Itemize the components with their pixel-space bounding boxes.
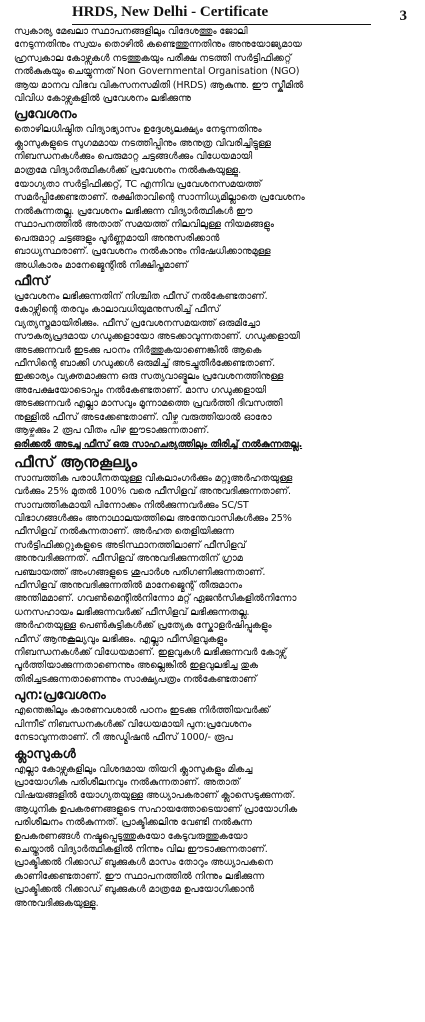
section-heading-fees: ഫീസ് bbox=[14, 273, 50, 289]
section-heading-classes: ക്ലാസുകൾ bbox=[14, 746, 76, 762]
text-line: യോഗ്യതാ സർട്ടിഫിക്കറ്റ്, TC എന്നിവ പ്രവേശനസമയത്ത് bbox=[14, 179, 262, 191]
text-line: നേടാവുന്നതാണ്. റീ അഡ്മിഷൻ ഫീസ് 1000/- രൂപ bbox=[14, 732, 233, 744]
text-line: നുള്ളിൽ ഫീസ് അടക്കേണ്ടതാണ്. വീഴ്ച വരുത്തിയാൽ ഓരോ bbox=[14, 411, 272, 423]
text-line: നിബന്ധനകൾക്ക് വിധേയമാണ്. ഇളവുകൾ ലഭിക്കുന്നവർ കോഴ്സ് bbox=[14, 647, 287, 659]
text-line: വ്യത്യസ്തമായിരിക്കും. ഫീസ് പ്രവേശനസമയത്ത് ഒരുമിച്ചോ bbox=[14, 317, 261, 329]
text-line: ആധുനിക ഉപകരണങ്ങളുടെ സഹായത്തോടെയാണ് പ്രായോഗിക bbox=[14, 803, 298, 815]
underlined-note: ഒരിക്കൽ അടച്ച ഫീസ് ഒരു സാഹചര്യത്തിലും തിരിച്ച് നൽകുന്നതല്ല. bbox=[14, 439, 303, 451]
text-line: അടക്കുന്നവർ ഇടക്കു പഠനം നിർത്തുകയാണെങ്കിൽ ആകെ bbox=[14, 344, 262, 356]
readmission-paragraph bbox=[14, 704, 415, 744]
admission-paragraph-1 bbox=[14, 123, 415, 177]
text-line: കാണിക്കേണ്ടതാണ്. ഈ സ്ഥാപനത്തിൽ നിന്നും ലഭിക്കുന്ന bbox=[14, 870, 265, 882]
intro-line: നൽകുകയും ചെയ്യുന്നത് Non Governmental Organisation (NGO) bbox=[14, 66, 300, 78]
text-line: പ്രായോഗിക പരിശീലനവും നൽകുന്നതാണ്. അതാത് bbox=[14, 776, 240, 788]
intro-line: ഹ്രസ്വകാല കോഴ്സുകൾ നടത്തുകയും പരീക്ഷ നടത്തി സർട്ടിഫിക്കറ്റ് bbox=[14, 52, 292, 64]
text-line: പ്രാക്ടിക്കൽ റിക്കാഡ് ബുക്കുകൾ മാത്രമേ ഉപയോഗിക്കാൻ bbox=[14, 884, 254, 896]
text-line: സാമ്പത്തികമായി പിന്നോക്കം നിൽക്കുന്നവർക്കും SC/ST bbox=[14, 499, 249, 511]
text-line: പ്രവേശനം ലഭിക്കുന്നതിന് നിശ്ചിത ഫീസ് നൽകേണ്ടതാണ്. bbox=[14, 290, 268, 302]
text-line: അനുവദിക്കുകയുള്ളൂ. bbox=[14, 897, 99, 909]
text-line: കോഴ്സിന്റെ തരവും കാലാവധിയുമനുസരിച്ച് ഫീസ് bbox=[14, 304, 220, 316]
text-line: അധികാരം മാനേജ്മെന്റിൽ നിക്ഷിപ്തമാണ് bbox=[14, 259, 188, 271]
fees-paragraph bbox=[14, 290, 415, 437]
text-line: എന്തെങ്കിലും കാരണവശാൽ പഠനം ഇടക്കു നിർത്തിയവർക്ക് bbox=[14, 705, 270, 717]
text-line: പഞ്ചായത്ത് അംഗങ്ങളുടെ ശുപാർശ പരിഗണിക്കുന്നതാണ്. bbox=[14, 566, 266, 578]
text-line: അപേക്ഷയോടൊപ്പം നൽകേണ്ടതാണ്. മാസ ഗഡുക്കളായി bbox=[14, 384, 266, 396]
text-line: അനുവദിക്കുന്നത്. ഫീസിളവ് അനുവദിക്കുന്നതിന് ഗ്രാമ bbox=[14, 553, 243, 565]
text-line: ഫീസിന്റെ ബാക്കി ഗഡുക്കൾ ഒരുമിച്ച് അടച്ചുതീർക്കേണ്ടതാണ്. bbox=[14, 357, 276, 369]
section-heading-fee-concession: ഫീസ് ആനുകൂല്യം bbox=[14, 452, 138, 471]
text-line: പ്രാക്ടിക്കൽ റിക്കാഡ് ബുക്കുകൾ മാസം തോറും അധ്യാപകനെ bbox=[14, 857, 273, 869]
text-line: അർഹതയുള്ള പെൺകുട്ടികൾക്ക് പ്രത്യേക സ്കോളർഷിപ്പുകളും bbox=[14, 620, 272, 632]
text-line: അടക്കുന്നവർ എല്ലാ മാസവും മൂന്നാമത്തെ പ്രവർത്തി ദിവസത്തി bbox=[14, 398, 283, 410]
text-line: സർട്ടിഫിക്കറ്റുകളുടെ അടിസ്ഥാനത്തിലാണ് ഫീസിളവ് bbox=[14, 539, 246, 551]
page-header bbox=[72, 2, 407, 25]
text-line: സാമ്പത്തിക പരാധീനതയുള്ള വികലാംഗർക്കും മറ്റുഅർഹതയുള്ള bbox=[14, 472, 293, 484]
intro-line: ആയ മാനവ വിഭവ വികസനസമിതി (HRDS) ആകുന്നു. ഈ സ്കീമിൽ bbox=[14, 79, 304, 91]
text-line: തൊഴിലധിഷ്ഠിത വിദ്യാഭ്യാസം ഉദ്ദേശ്യലക്ഷ്യം നേടുന്നതിനും bbox=[14, 124, 262, 136]
text-line: മാത്രമേ വിദ്യാർത്ഥികൾക്ക് പ്രവേശനം നൽകുകയുള്ളൂ. bbox=[14, 164, 242, 176]
text-line: നൽകുന്നതല്ല. പ്രവേശനം ലഭിക്കുന്ന വിദ്യാർത്ഥികൾ ഈ bbox=[14, 205, 253, 217]
text-line: സൗകര്യപ്രദമായ ഗഡുക്കളായോ അടക്കാവുന്നതാണ്. ഗഡുക്കളായി bbox=[14, 331, 300, 343]
text-line: പിന്നീട് നിബന്ധനകൾക്ക് വിധേയമായി പുന:പ്രവേശനം bbox=[14, 718, 252, 730]
page-number: 3 bbox=[399, 8, 407, 24]
text-line: ബാധ്യസ്ഥരാണ്. പ്രവേശനം നൽകാനും നിഷേധിക്കാനുമുള്ള bbox=[14, 246, 271, 258]
fees-nonrefundable-note bbox=[14, 438, 415, 451]
text-line: വർക്കും 25% മുതൽ 100% വരെ ഫീസിളവ് അനുവദിക്കുന്നതാണ്. bbox=[14, 486, 291, 498]
text-line: ക്ലാസുകളുടെ സുഗമമായ നടത്തിപ്പിനും അനുത്ര വിവരിച്ചിട്ടുള്ള bbox=[14, 137, 271, 149]
text-line: ചെയ്താൽ വിദ്യാർത്ഥികളിൽ നിന്നും വില ഈടാക്കുന്നതാണ്. bbox=[14, 843, 268, 855]
fee-concession-paragraph bbox=[14, 472, 415, 687]
text-line: സമർപ്പിക്കേണ്ടതാണ്. രക്ഷിതാവിന്റെ സാന്നിധ്യമില്ലാതെ പ്രവേശനം bbox=[14, 192, 305, 204]
text-line: പെരുമാറ്റ ചട്ടങ്ങളും പൂർണ്ണമായി അനുസരിക്കാൻ bbox=[14, 232, 220, 244]
text-line: ഫീസിളവ് നൽകുന്നതാണ്. അർഹത തെളിയിക്കുന്ന bbox=[14, 526, 234, 538]
text-line: ഉപകരണങ്ങൾ നഷ്ടപ്പെടുത്തുകയോ കേടുവരുത്തുകയോ bbox=[14, 830, 248, 842]
text-line: നിബന്ധനകൾക്കും പെരുമാറ്റ ചട്ടങ്ങൾക്കും വിധേയമായി bbox=[14, 151, 253, 163]
page-content bbox=[14, 25, 415, 910]
admission-paragraph-2 bbox=[14, 178, 415, 272]
text-line: ധനസഹായം ലഭിക്കുന്നവർക്ക് ഫീസിളവ് ലഭിക്കുന്നതല്ല. bbox=[14, 606, 250, 618]
text-line: വിഷയങ്ങളിൽ യോഗ്യതയുള്ള അധ്യാപകരാണ് ക്ലാസെടുക്കുന്നത്. bbox=[14, 790, 296, 802]
text-line: ആഴ്ചക്കും 2 രൂപ വീതം പിഴ ഈടാക്കുന്നതാണ്. bbox=[14, 424, 210, 436]
text-line: ഫീസിളവ് അനുവദിക്കുന്നതിൽ മാനേജ്മെന്റ് തീരുമാനം bbox=[14, 580, 242, 592]
section-heading-admission: പ്രവേശനം bbox=[14, 107, 77, 123]
header-title: HRDS, New Delhi - Certificate bbox=[72, 4, 269, 20]
text-line: അന്തിമമാണ്. ഗവൺമെന്റിൽനിന്നോ മറ്റ് ഏജൻസികളിൽനിന്നോ bbox=[14, 593, 297, 605]
intro-line: വിവിധ കോഴ്സുകളിൽ പ്രവേശനം ലഭിക്കുന്നു bbox=[14, 93, 191, 105]
text-line: പരിശീലനം നൽകുന്നത്. പ്രാക്ടിക്കലിനു വേണ്ടി നൽകുന്ന bbox=[14, 817, 253, 829]
text-line: തിരിച്ചടക്കുന്നതാണെന്നും സാക്ഷ്യപത്രം നൽകേണ്ടതാണ് bbox=[14, 673, 257, 685]
text-line: ഇക്കാര്യം വ്യക്തമാക്കുന്ന ഒരു സത്യവാങ്മൂലം പ്രവേശനത്തിനുള്ള bbox=[14, 371, 284, 383]
text-line: എല്ലാ കോഴ്സുകളിലും വിശദമായ തിയറി ക്ലാസുകളും മികച്ച bbox=[14, 763, 253, 775]
text-line: വിഭാഗങ്ങൾക്കും അനാഥാലയത്തിലെ അന്തേവാസികൾക്കും 25% bbox=[14, 513, 292, 524]
text-line: ഫീസ് ആനുകൂല്യവും ലഭിക്കും. എല്ലാ ഫീസിളവുകളും bbox=[14, 633, 228, 645]
intro-paragraph bbox=[14, 25, 415, 105]
intro-line: സ്വകാര്യ മേഖലാ സ്ഥാപനങ്ങളിലും വിദേശത്തും ജോലി bbox=[14, 26, 248, 37]
section-heading-readmission: പുന:പ്രവേശനം bbox=[14, 688, 106, 704]
classes-paragraph bbox=[14, 763, 415, 910]
text-line: പൂർത്തിയാക്കുന്നതാണെന്നും അല്ലെങ്കിൽ ഇളവുലഭിച്ച തുക bbox=[14, 660, 259, 672]
intro-line: നേടുന്നതിനും സ്വയം തൊഴിൽ കണ്ടെത്തുന്നതിനും അനുയോജ്യമായ bbox=[14, 39, 302, 51]
text-line: സ്ഥാപനത്തിൽ അതാത് സമയത്ത് നിലവിലുള്ള നിയമങ്ങളും bbox=[14, 219, 274, 231]
